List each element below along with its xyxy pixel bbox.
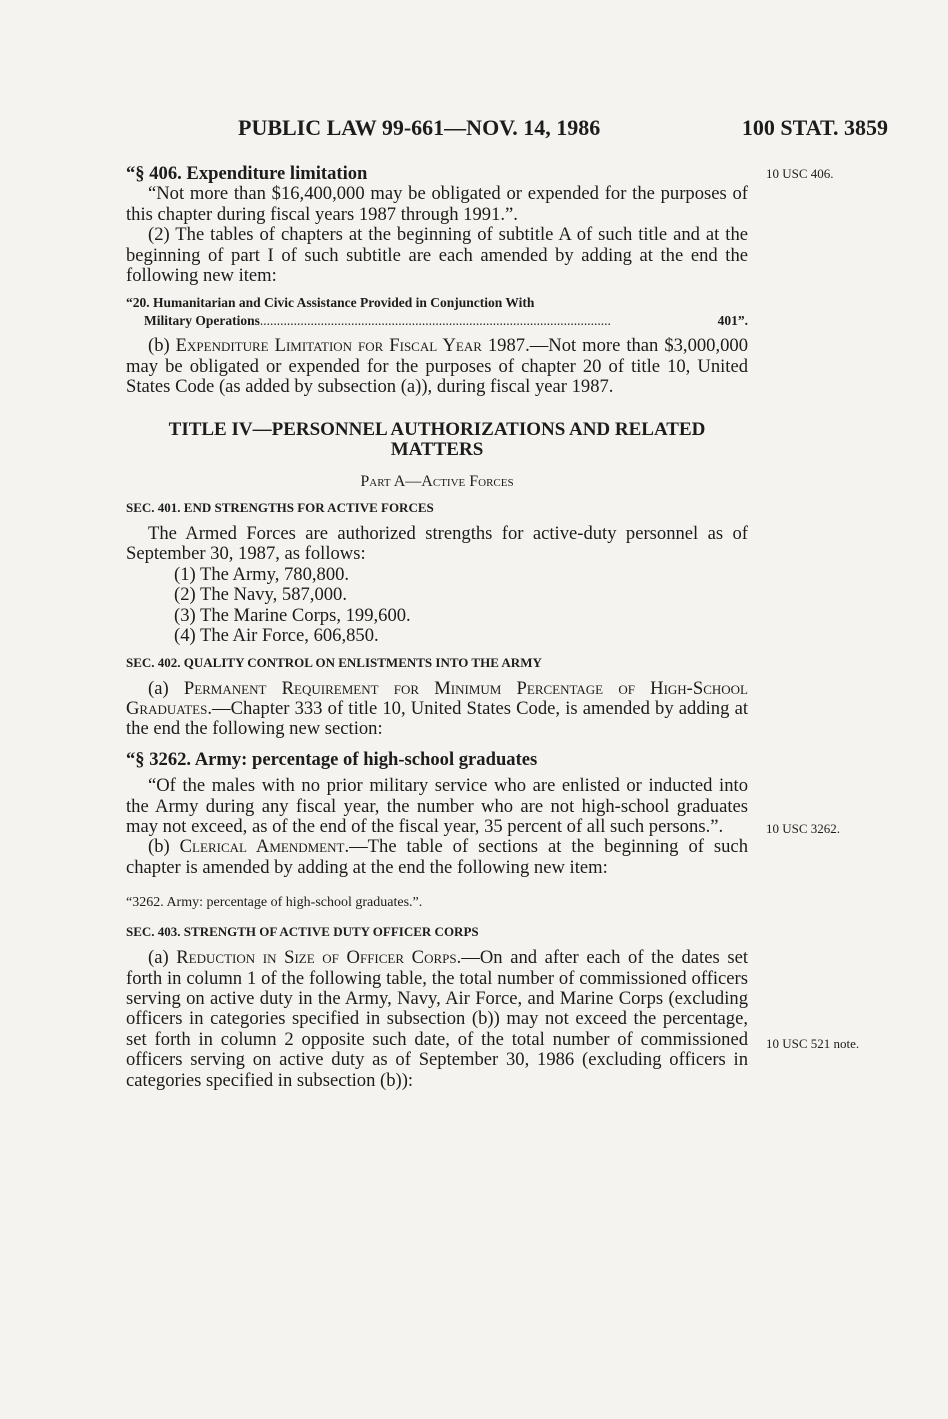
- toc-leader: ........................................................................................................: [259, 313, 611, 329]
- strength-list: [126, 565, 748, 647]
- sec-403-a-rest: .—On and after each of the dates set forth in column 1 of the following table, the total number of commissioned officers serving on active duty in the Army, Navy, Air Force, and Marine Corps (excluding officers in categories specified in subsection (b)) may not exceed the percentage, set forth in column 2 opposite such date, of the total number of commissioned officers serving on active duty as of September 30, 1986 (excluding officers in categories specified in subsection (b)):: [126, 947, 749, 1091]
- section-406-text: “Not more than $16,400,000 may be obligated or expended for the purposes of this chapter during fiscal years 1987 through 1991.”.: [126, 183, 748, 225]
- toc-line-2-text: Military Operations: [144, 313, 260, 329]
- section-table-item: “3262. Army: percentage of high-school graduates.”.: [126, 895, 423, 911]
- section-3262-heading: “§ 3262. Army: percentage of high-school graduates: [126, 748, 538, 770]
- list-item: (3) The Marine Corps, 199,600.: [174, 604, 411, 626]
- subsection-b-rest: 1987.—Not more than $3,000,000 may be obligated or expended for the purposes of chapter 20 of title 10, United States Code (as added by subsection (a)), during fiscal year 1987.: [126, 335, 748, 398]
- sec-402-b-rest: .—The table of sections at the beginning of such chapter is amended by adding at the end the following new item:: [126, 836, 748, 878]
- paragraph-2: (2) The tables of chapters at the beginning of subtitle A of such title and at the beginning of part I of such subtitle are each amended by adding at the end the following new item:: [126, 224, 748, 287]
- title-iv-heading: TITLE IV—PERSONNEL AUTHORIZATIONS AND RELATED MATTERS: [168, 418, 706, 460]
- sec-402-a-rest: .—Chapter 333 of title 10, United States Code, is amended by adding at the end the following new section:: [126, 697, 748, 740]
- subsection-b: [126, 336, 748, 397]
- section-406-heading: “§ 406. Expenditure limitation: [126, 163, 368, 184]
- sec-401-heading: SEC. 401. END STRENGTHS FOR ACTIVE FORCES: [126, 500, 434, 516]
- sec-402-b: [126, 837, 748, 878]
- toc-item: [126, 294, 748, 330]
- margin-note-3262: 10 USC 3262.: [766, 821, 841, 836]
- sec-402-b-lead: (b): [148, 836, 180, 858]
- body-text: [126, 162, 748, 1091]
- sec-402-a-lead: (a): [148, 677, 184, 699]
- list-item: (2) The Navy, 587,000.: [174, 584, 347, 606]
- sec-403-a-caps: Reduction in Size of Officer Corps: [176, 947, 457, 969]
- law-citation: PUBLIC LAW 99-661—NOV. 14, 1986: [238, 115, 601, 140]
- sec-402-heading: SEC. 402. QUALITY CONTROL ON ENLISTMENTS INTO THE ARMY: [126, 654, 542, 670]
- sec-403-a: [126, 948, 748, 1091]
- part-a-heading: Part A—Active Forces: [360, 472, 514, 490]
- sec-403-heading: SEC. 403. STRENGTH OF ACTIVE DUTY OFFICER CORPS: [126, 924, 479, 940]
- toc-line-2: [126, 312, 748, 330]
- subsection-b-caps: Expenditure Limitation for Fiscal Year: [175, 335, 482, 357]
- list-item: (4) The Air Force, 606,850.: [174, 625, 379, 647]
- margin-note-406: 10 USC 406.: [766, 166, 834, 181]
- margin-note-521: 10 USC 521 note.: [766, 1036, 860, 1051]
- list-item: (1) The Army, 780,800.: [174, 563, 350, 585]
- sec-403-a-lead: (a): [148, 947, 177, 969]
- section-3262-text: “Of the males with no prior military service who are enlisted or inducted into the Army during any fiscal year, the number who are not high-school graduates may not exceed, as of the end of the fiscal year, 35 percent of all such persons.”.: [126, 775, 748, 837]
- sec-401-text: The Armed Forces are authorized strengths for active-duty personnel as of September 30, 1987, as follows:: [126, 523, 748, 565]
- toc-line-1: “20. Humanitarian and Civic Assistance Provided in Conjunction With: [126, 295, 535, 311]
- toc-page: 401”.: [717, 313, 748, 329]
- sec-402-a: [126, 679, 748, 740]
- sec-402-a-caps: Permanent Requirement for Minimum Percentage of High-School Graduates: [126, 677, 748, 719]
- stat-citation: 100 STAT. 3859: [741, 115, 888, 140]
- sec-402-b-caps: Clerical Amendment: [179, 836, 345, 858]
- subsection-b-lead: (b): [148, 335, 176, 357]
